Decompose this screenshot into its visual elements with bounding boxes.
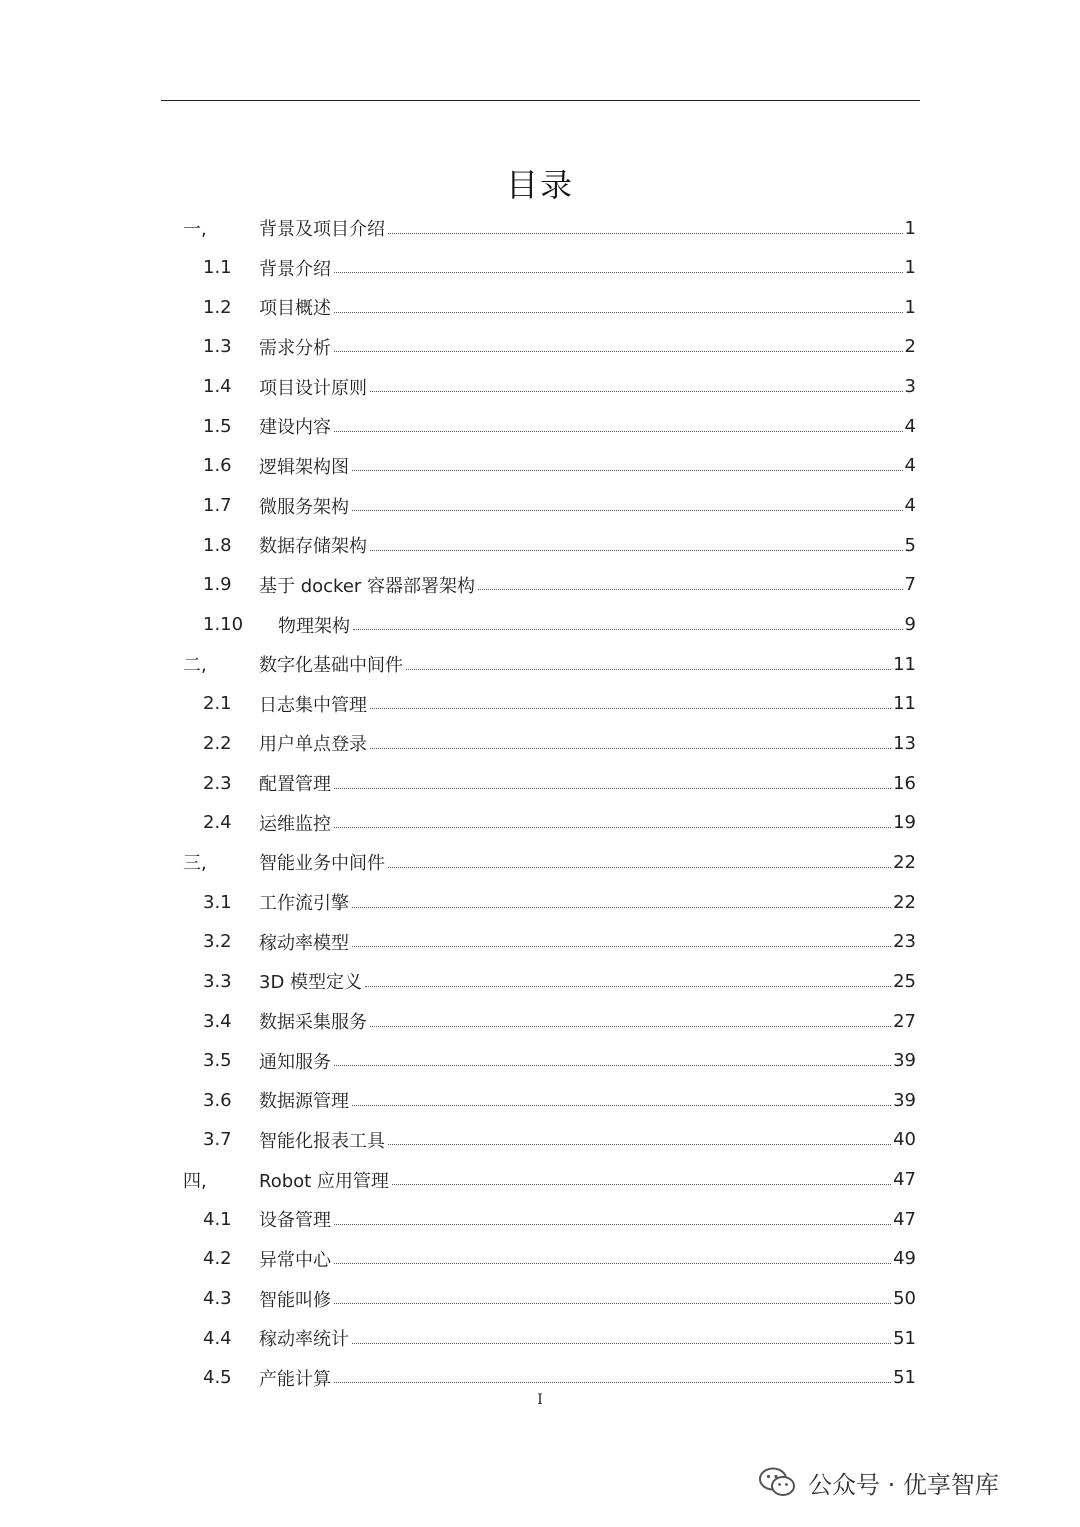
toc-entry-number: 1.5	[203, 415, 232, 437]
dot-leader	[334, 272, 903, 273]
dot-leader	[370, 1026, 891, 1027]
dot-leader	[406, 669, 891, 670]
toc-entry-label: 数据源管理	[259, 1091, 349, 1113]
toc-entry-number: 三,	[183, 853, 207, 875]
toc-entry-page: 51	[893, 1327, 916, 1349]
toc-entry-number: 3.2	[203, 931, 232, 953]
toc-entry-label: 智能化报表工具	[259, 1130, 385, 1152]
toc-entry-page: 50	[893, 1288, 916, 1310]
toc-entry-number: 4.2	[203, 1248, 232, 1270]
toc-entry-label: 项目设计原则	[259, 377, 367, 399]
toc-entry-number: 1.8	[203, 534, 232, 556]
dot-leader	[388, 1144, 891, 1145]
dot-leader	[370, 708, 891, 709]
toc-entry-number: 1.3	[203, 336, 232, 358]
toc-entry-page: 9	[904, 614, 916, 635]
toc-entry-page: 19	[893, 812, 916, 834]
toc-entry-page: 1	[904, 257, 916, 279]
toc-entry-label: 用户单点登录	[259, 734, 367, 756]
toc-entry-page: 2	[904, 336, 916, 358]
toc-entry-number: 1.7	[203, 495, 232, 517]
toc-entry[interactable]	[0, 1165, 1080, 1195]
toc-entry[interactable]	[0, 411, 1080, 441]
toc-entry[interactable]	[0, 847, 1080, 877]
toc-entry[interactable]	[0, 689, 1080, 719]
toc-entry-number: 3.6	[203, 1089, 232, 1111]
toc-entry[interactable]	[0, 253, 1080, 283]
toc-entry-page: 1	[904, 217, 916, 239]
toc-entry-number: 1.1	[203, 257, 232, 279]
dot-leader	[352, 1105, 891, 1106]
toc-entry[interactable]	[0, 1284, 1080, 1314]
toc-entry[interactable]	[0, 610, 1080, 640]
dot-leader	[352, 510, 903, 511]
dot-leader	[352, 946, 891, 947]
toc-entry-label: 建设内容	[259, 417, 331, 439]
dot-leader	[334, 827, 891, 828]
toc-entry-number: 1.10	[203, 614, 244, 635]
toc-entry-label: 物理架构	[278, 615, 350, 637]
dot-leader	[352, 907, 891, 908]
dot-leader	[352, 1343, 891, 1344]
toc-entry[interactable]	[0, 927, 1080, 957]
page-title: 目录	[505, 166, 574, 204]
toc-entry-page: 13	[893, 732, 916, 754]
wechat-icon	[758, 1467, 796, 1497]
toc-entry-label: 数字化基础中间件	[259, 655, 403, 677]
toc-entry-number: 四,	[183, 1170, 207, 1192]
toc-entry-number: 2.4	[203, 812, 232, 834]
toc-entry-number: 3.5	[203, 1050, 232, 1072]
dot-leader	[370, 748, 891, 749]
toc-entry-label: 背景及项目介绍	[259, 219, 385, 240]
toc-entry[interactable]	[0, 530, 1080, 560]
toc-entry-page: 1	[904, 296, 916, 318]
toc-entry[interactable]	[0, 966, 1080, 996]
toc-entry-label: 设备管理	[259, 1210, 331, 1232]
toc-entry-label: 需求分析	[259, 337, 331, 359]
toc-entry[interactable]	[0, 768, 1080, 798]
toc-entry-page: 23	[893, 931, 916, 953]
toc-entry-number: 3.1	[203, 891, 232, 913]
toc-entry[interactable]	[0, 728, 1080, 758]
toc-entry-label: 3D 模型定义	[259, 972, 363, 994]
toc-entry-number: 二,	[183, 655, 207, 677]
toc-entry-label: 异常中心	[259, 1249, 331, 1271]
toc-entry-number: 2.3	[203, 772, 232, 794]
toc-entry-page: 22	[893, 891, 916, 913]
toc-entry-number: 1.6	[203, 455, 232, 477]
toc-entry-label: 微服务架构	[259, 496, 349, 518]
toc-entry-label: 稼动率模型	[259, 932, 349, 954]
toc-entry[interactable]	[0, 887, 1080, 917]
dot-leader	[334, 1224, 891, 1225]
toc-entry-label: 通知服务	[259, 1051, 331, 1073]
toc-entry-label: 稼动率统计	[259, 1329, 349, 1351]
toc-entry-number: 4.5	[203, 1367, 232, 1389]
dot-leader	[334, 351, 903, 352]
toc-entry-number: 4.1	[203, 1208, 232, 1230]
toc-entry-label: 项目概述	[259, 298, 331, 320]
toc-entry[interactable]	[0, 1363, 1080, 1393]
dot-leader	[370, 550, 903, 551]
toc-entry[interactable]	[0, 1323, 1080, 1353]
dot-leader	[365, 986, 891, 987]
toc-entry-number: 1.2	[203, 296, 232, 318]
toc-entry[interactable]	[0, 808, 1080, 838]
dot-leader	[353, 629, 903, 630]
toc-entry-page: 47	[893, 1208, 916, 1230]
toc-entry-number: 3.4	[203, 1010, 232, 1032]
toc-entry[interactable]	[0, 1006, 1080, 1036]
toc-entry-page: 39	[893, 1089, 916, 1111]
toc-entry-page: 4	[904, 415, 916, 437]
dot-leader	[388, 233, 903, 234]
toc-entry-label: 智能叫修	[259, 1289, 331, 1311]
toc-entry[interactable]	[0, 451, 1080, 481]
toc-entry-number: 一,	[183, 219, 207, 240]
toc-entry-page: 11	[893, 653, 916, 675]
toc-entry-label: 产能计算	[259, 1368, 331, 1390]
toc-entry-page: 51	[893, 1367, 916, 1389]
toc-entry-page: 11	[893, 693, 916, 715]
toc-entry-number: 3.7	[203, 1129, 232, 1151]
toc-entry-page: 4	[904, 495, 916, 517]
toc-entry-label: 基于 docker 容器部署架构	[259, 575, 476, 597]
watermark	[758, 1462, 999, 1502]
dot-leader	[334, 1263, 891, 1264]
toc-entry-label: 日志集中管理	[259, 694, 367, 716]
toc-entry-page: 5	[904, 534, 916, 556]
toc-entry-label: Robot 应用管理	[259, 1170, 389, 1192]
toc-entry-number: 3.3	[203, 970, 232, 992]
dot-leader	[388, 867, 891, 868]
watermark-text: 公众号 · 优享智库	[808, 1470, 999, 1499]
toc-entry[interactable]	[0, 213, 1080, 243]
toc-entry-page: 27	[893, 1010, 916, 1032]
toc-entry-label: 逻辑架构图	[259, 456, 349, 478]
toc-entry-label: 数据采集服务	[259, 1012, 367, 1033]
toc-entry-number: 1.9	[203, 574, 232, 596]
dot-leader	[392, 1184, 891, 1185]
dot-leader	[334, 1065, 891, 1066]
toc-entry[interactable]	[0, 292, 1080, 322]
dot-leader	[334, 788, 891, 789]
dot-leader	[370, 391, 903, 392]
page-number: I	[537, 1392, 543, 1408]
toc-entry-page: 40	[893, 1129, 916, 1151]
toc-entry[interactable]	[0, 1085, 1080, 1115]
toc-entry-label: 数据存储架构	[259, 536, 367, 558]
dot-leader	[334, 312, 903, 313]
dot-leader	[352, 470, 903, 471]
toc-entry[interactable]	[0, 372, 1080, 402]
toc-entry[interactable]	[0, 1125, 1080, 1155]
dot-leader	[334, 1303, 891, 1304]
toc-entry-number: 2.2	[203, 732, 232, 754]
toc-entry[interactable]	[0, 1204, 1080, 1234]
toc-entry-page: 7	[904, 574, 916, 596]
toc-entry-page: 4	[904, 455, 916, 477]
toc-entry[interactable]	[0, 1046, 1080, 1076]
toc-entry[interactable]	[0, 332, 1080, 362]
dot-leader	[334, 1382, 891, 1383]
toc-entry[interactable]	[0, 570, 1080, 600]
toc-entry-page: 3	[904, 376, 916, 398]
header-rule	[161, 100, 920, 101]
toc-entry-label: 配置管理	[259, 774, 331, 796]
toc-entry-label: 工作流引擎	[259, 893, 349, 915]
toc-entry-page: 47	[893, 1169, 916, 1191]
toc-entry-page: 16	[893, 772, 916, 794]
toc-entry-page: 25	[893, 970, 916, 992]
toc-entry-label: 运维监控	[259, 813, 331, 835]
toc-entry-page: 22	[893, 851, 916, 873]
toc-entry[interactable]	[0, 649, 1080, 679]
toc-entry-label: 背景介绍	[259, 258, 331, 280]
toc-entry-number: 2.1	[203, 693, 232, 715]
toc-entry-page: 49	[893, 1248, 916, 1270]
toc-entry[interactable]	[0, 491, 1080, 521]
toc-entry-number: 4.3	[203, 1288, 232, 1310]
toc-entry[interactable]	[0, 1244, 1080, 1274]
toc-entry-label: 智能业务中间件	[259, 853, 385, 875]
toc-entry-number: 4.4	[203, 1327, 232, 1349]
dot-leader	[478, 589, 903, 590]
dot-leader	[334, 431, 903, 432]
toc-entry-page: 39	[893, 1050, 916, 1072]
toc-entry-number: 1.4	[203, 376, 232, 398]
